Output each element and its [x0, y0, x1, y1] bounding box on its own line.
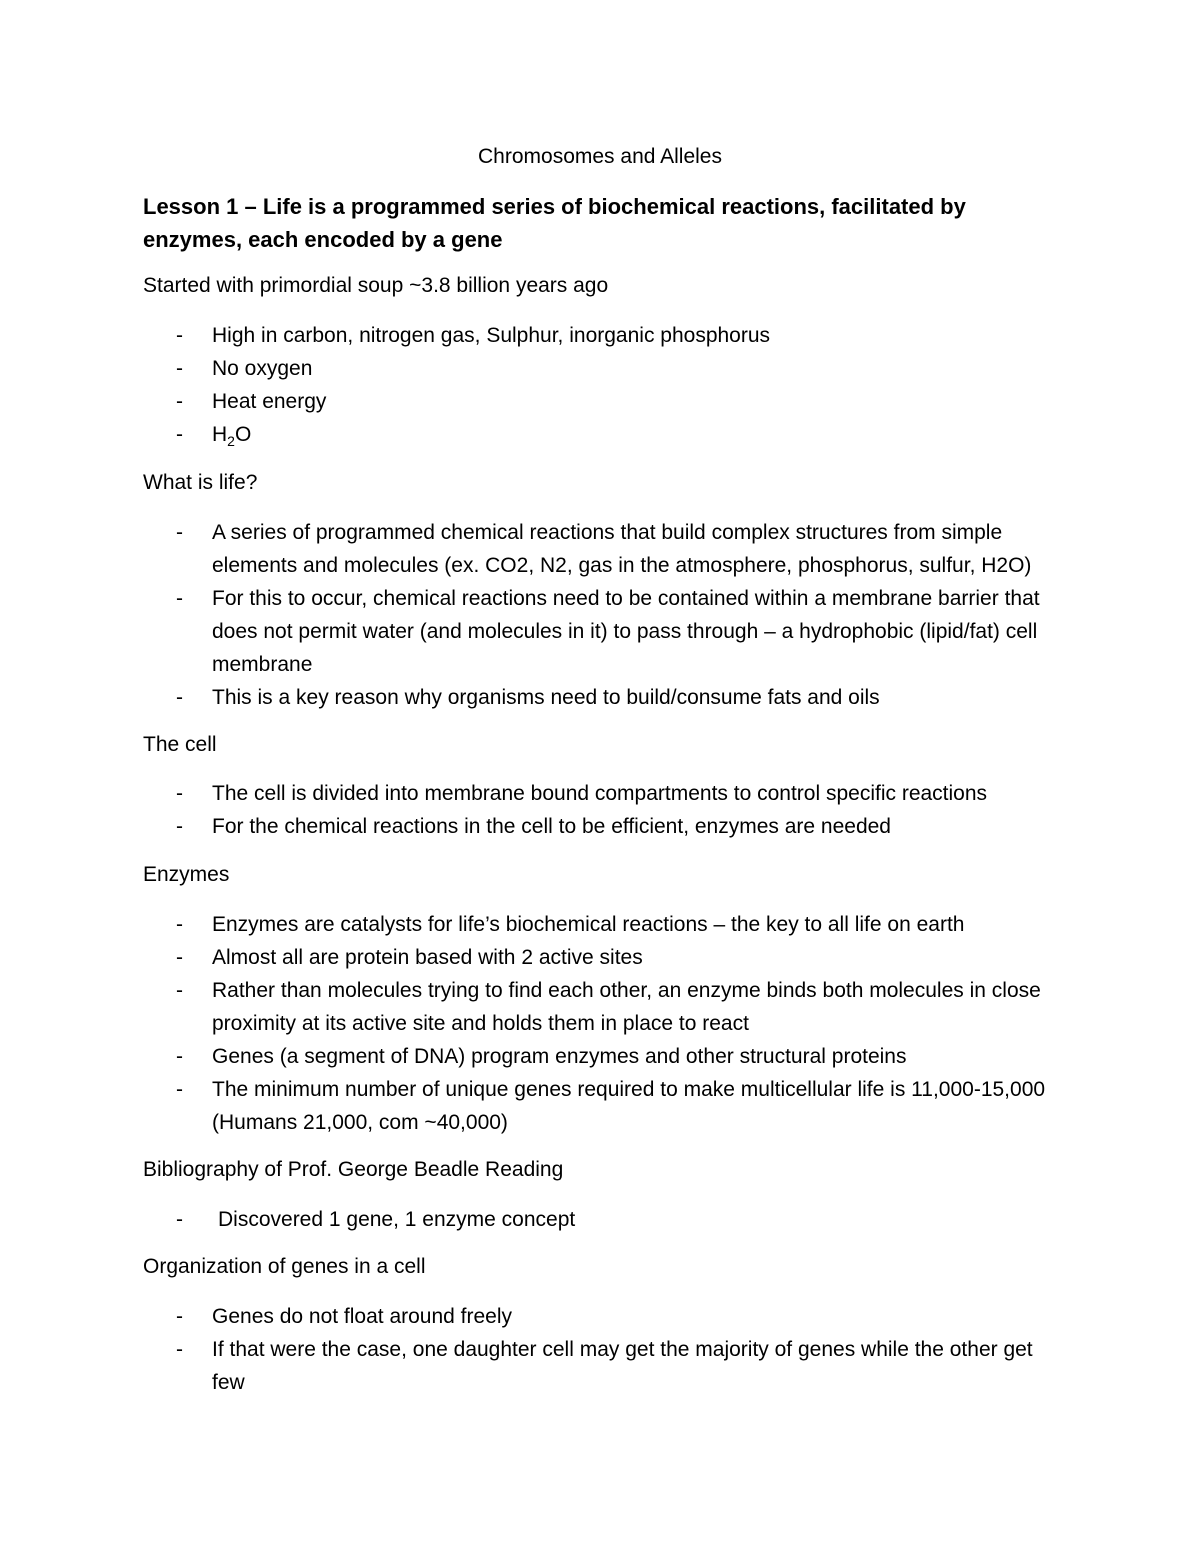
list-item: - Genes (a segment of DNA) program enzymes and other structural proteins — [143, 1040, 1063, 1073]
primordial-soup-intro: Started with primordial soup ~3.8 billion years ago — [143, 274, 609, 297]
primordial-soup-list — [143, 319, 1063, 451]
bullet-dash: - — [176, 1045, 183, 1068]
section-heading-what-is-life: What is life? — [143, 471, 258, 494]
list-item: - Rather than molecules trying to find each other, an enzyme binds both molecules in close proximity at its active site and holds them in place to react — [143, 974, 1063, 1040]
section-heading-enzymes: Enzymes — [143, 863, 230, 886]
list-item: - Almost all are protein based with 2 active sites — [143, 941, 1063, 974]
bullet-dash: - — [176, 815, 183, 838]
the-cell-list — [143, 777, 1063, 843]
document-title: Chromosomes and Alleles — [478, 145, 722, 168]
list-item: - Discovered 1 gene, 1 enzyme concept — [143, 1203, 1063, 1236]
list-item: - If that were the case, one daughter cell may get the majority of genes while the other get few — [143, 1333, 1063, 1399]
bibliography-list — [143, 1203, 1063, 1236]
what-is-life-list — [143, 516, 1063, 714]
section-heading-organization: Organization of genes in a cell — [143, 1255, 426, 1278]
list-item-h2o: - $H_2O$ — [143, 418, 1063, 451]
bullet-dash: - — [176, 1305, 183, 1328]
section-heading-the-cell: The cell — [143, 733, 217, 756]
bullet-dash: - — [176, 324, 183, 347]
bullet-dash: - — [176, 423, 183, 446]
bullet-dash: - — [176, 913, 183, 936]
bullet-dash: - — [176, 1338, 183, 1361]
bullet-dash: - — [176, 390, 183, 413]
bullet-dash: - — [176, 357, 183, 380]
list-item: - For this to occur, chemical reactions need to be contained within a membrane barrier that does not permit water (and molecules in it) to pass through – a hydrophobic (lipid/fat) cell membrane — [143, 582, 1063, 681]
list-item: - The cell is divided into membrane bound compartments to control specific reactions — [143, 777, 1063, 810]
bullet-dash: - — [176, 587, 183, 610]
bullet-dash: - — [176, 521, 183, 544]
bullet-dash: - — [176, 979, 183, 1002]
list-item: - No oxygen — [143, 352, 1063, 385]
list-item: - Enzymes are catalysts for life’s biochemical reactions – the key to all life on earth — [143, 908, 1063, 941]
bullet-dash: - — [176, 1208, 183, 1231]
bullet-dash: - — [176, 1078, 183, 1101]
section-heading-bibliography: Bibliography of Prof. George Beadle Reading — [143, 1158, 564, 1181]
list-item: - High in carbon, nitrogen gas, Sulphur, inorganic phosphorus — [143, 319, 1063, 352]
bullet-dash: - — [176, 686, 183, 709]
list-item: - This is a key reason why organisms need to build/consume fats and oils — [143, 681, 1063, 714]
list-item: - Heat energy — [143, 385, 1063, 418]
organization-list — [143, 1300, 1063, 1399]
bullet-dash: - — [176, 946, 183, 969]
list-item: - The minimum number of unique genes required to make multicellular life is 11,000-15,000 (Humans 21,000, com ~40,000) — [143, 1073, 1063, 1139]
bullet-dash: - — [176, 782, 183, 805]
list-item: - For the chemical reactions in the cell to be efficient, enzymes are needed — [143, 810, 1063, 843]
lesson-heading: Lesson 1 – Life is a programmed series of biochemical reactions, facilitated by enzymes, each encoded by a gene — [143, 194, 966, 252]
enzymes-list — [143, 908, 1063, 1139]
list-item: - Genes do not float around freely — [143, 1300, 1063, 1333]
list-item: - A series of programmed chemical reactions that build complex structures from simple elements and molecules (ex. CO2, N2, gas in the atmosphere, phosphorus, sulfur, H2O) — [143, 516, 1063, 582]
